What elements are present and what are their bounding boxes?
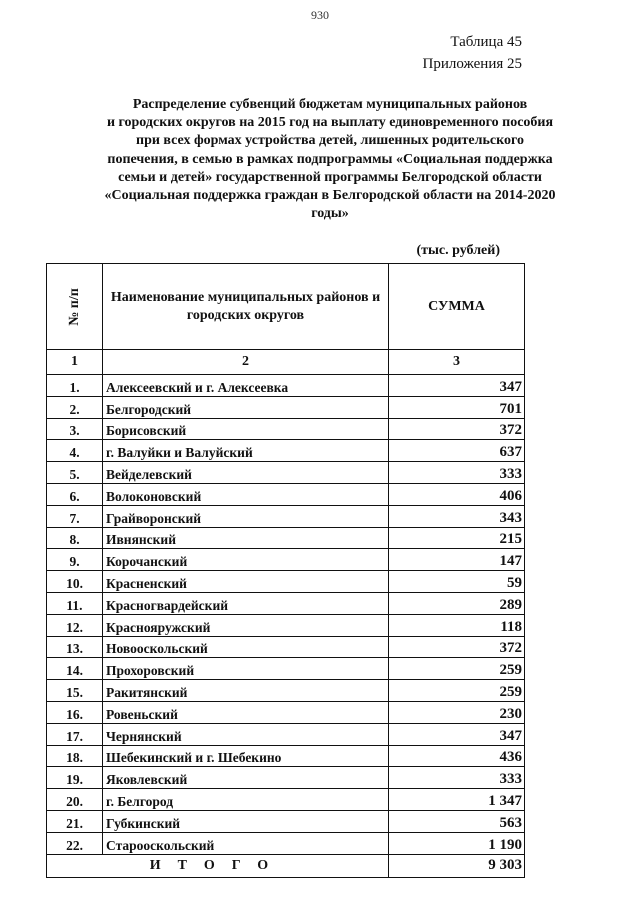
- row-name: Краснояружский: [103, 614, 389, 636]
- row-number: 15.: [47, 680, 103, 702]
- table-row: [47, 723, 525, 745]
- table-row: [47, 571, 525, 593]
- column-index-3: 3: [389, 350, 525, 375]
- row-sum: 637: [389, 440, 525, 462]
- row-sum: 259: [389, 680, 525, 702]
- row-name: г. Белгород: [103, 789, 389, 811]
- column-index-2: 2: [103, 350, 389, 375]
- row-number: 12.: [47, 614, 103, 636]
- row-sum: 215: [389, 527, 525, 549]
- row-sum: 436: [389, 745, 525, 767]
- title-line: годы»: [311, 206, 349, 222]
- row-sum: 1 190: [389, 832, 525, 854]
- table-row: [47, 767, 525, 789]
- title-line: «Социальная поддержка граждан в Белгородской области на 2014-2020: [104, 188, 556, 204]
- row-name: Старооскольский: [103, 832, 389, 854]
- row-number: 10.: [47, 571, 103, 593]
- table-row: [47, 745, 525, 767]
- table-row: [47, 549, 525, 571]
- row-number: 14.: [47, 658, 103, 680]
- appendix-reference: Приложения 25: [422, 56, 522, 72]
- row-sum: 343: [389, 505, 525, 527]
- row-name: Ивнянский: [103, 527, 389, 549]
- header-name: Наименование муниципальных районов и городских округов: [103, 264, 389, 350]
- row-sum: 59: [389, 571, 525, 593]
- table-row: [47, 680, 525, 702]
- row-name: Белгородский: [103, 396, 389, 418]
- row-name: Прохоровский: [103, 658, 389, 680]
- row-name: Грайворонский: [103, 505, 389, 527]
- table-row: [47, 832, 525, 854]
- total-sum: 9 303: [389, 854, 525, 877]
- table-row: [47, 375, 525, 397]
- row-sum: 372: [389, 636, 525, 658]
- row-name: Губкинский: [103, 810, 389, 832]
- table-reference: Таблица 45: [450, 34, 522, 50]
- row-name: Борисовский: [103, 418, 389, 440]
- row-sum: 701: [389, 396, 525, 418]
- column-index-1: 1: [47, 350, 103, 375]
- row-sum: 147: [389, 549, 525, 571]
- row-name: Яковлевский: [103, 767, 389, 789]
- row-sum: 230: [389, 701, 525, 723]
- table-row: [47, 592, 525, 614]
- table-body: [47, 375, 525, 855]
- row-sum: 289: [389, 592, 525, 614]
- table-row: [47, 789, 525, 811]
- title-line: семьи и детей» государственной программы Белгородской области: [118, 169, 542, 185]
- row-sum: 347: [389, 723, 525, 745]
- row-number: 16.: [47, 701, 103, 723]
- row-number: 18.: [47, 745, 103, 767]
- table-row: [47, 418, 525, 440]
- table-row: [47, 614, 525, 636]
- row-sum: 333: [389, 462, 525, 484]
- row-sum: 406: [389, 483, 525, 505]
- table-row: [47, 527, 525, 549]
- table-row: [47, 483, 525, 505]
- row-name: Корочанский: [103, 549, 389, 571]
- header-number: № п/п: [47, 264, 103, 350]
- total-row: [47, 854, 525, 877]
- row-number: 2.: [47, 396, 103, 418]
- row-number: 11.: [47, 592, 103, 614]
- column-index-row: [47, 350, 525, 375]
- title-line: Распределение субвенций бюджетам муниципальных районов: [132, 97, 528, 112]
- row-sum: 563: [389, 810, 525, 832]
- row-sum: 259: [389, 658, 525, 680]
- title-line: при всех формах устройства детей, лишенных родительского: [136, 133, 524, 149]
- page-number: 930: [311, 8, 329, 22]
- row-sum: 333: [389, 767, 525, 789]
- row-number: 21.: [47, 810, 103, 832]
- table-row: [47, 810, 525, 832]
- header-sum: СУММА: [389, 264, 525, 350]
- row-name: Красненский: [103, 571, 389, 593]
- row-number: 13.: [47, 636, 103, 658]
- units-label: (тыс. рублей): [416, 243, 500, 258]
- row-number: 20.: [47, 789, 103, 811]
- total-label: ИТОГО: [47, 854, 389, 877]
- row-sum: 372: [389, 418, 525, 440]
- row-number: 4.: [47, 440, 103, 462]
- row-name: Ровеньский: [103, 701, 389, 723]
- row-name: Волоконовский: [103, 483, 389, 505]
- table-row: [47, 505, 525, 527]
- row-number: 17.: [47, 723, 103, 745]
- table-row: [47, 658, 525, 680]
- row-number: 8.: [47, 527, 103, 549]
- subventions-table: [46, 263, 525, 878]
- row-name: Алексеевский и г. Алексеевка: [103, 375, 389, 397]
- row-number: 6.: [47, 483, 103, 505]
- table-header-row: [47, 264, 525, 350]
- row-name: Ракитянский: [103, 680, 389, 702]
- row-number: 1.: [47, 375, 103, 397]
- row-sum: 118: [389, 614, 525, 636]
- document-title: [50, 96, 610, 223]
- row-number: 19.: [47, 767, 103, 789]
- row-name: Новооскольский: [103, 636, 389, 658]
- table-row: [47, 440, 525, 462]
- title-line: попечения, в семью в рамках подпрограммы «Социальная поддержка: [107, 151, 553, 167]
- row-name: Вейделевский: [103, 462, 389, 484]
- row-name: Красногвардейский: [103, 592, 389, 614]
- title-line: и городских округов на 2015 год на выплату единовременного пособия: [106, 115, 554, 131]
- table-row: [47, 701, 525, 723]
- row-number: 7.: [47, 505, 103, 527]
- row-number: 5.: [47, 462, 103, 484]
- row-name: г. Валуйки и Валуйский: [103, 440, 389, 462]
- row-number: 22.: [47, 832, 103, 854]
- row-name: Шебекинский и г. Шебекино: [103, 745, 389, 767]
- row-sum: 347: [389, 375, 525, 397]
- table-row: [47, 636, 525, 658]
- row-name: Чернянский: [103, 723, 389, 745]
- table-row: [47, 462, 525, 484]
- row-sum: 1 347: [389, 789, 525, 811]
- row-number: 9.: [47, 549, 103, 571]
- row-number: 3.: [47, 418, 103, 440]
- table-row: [47, 396, 525, 418]
